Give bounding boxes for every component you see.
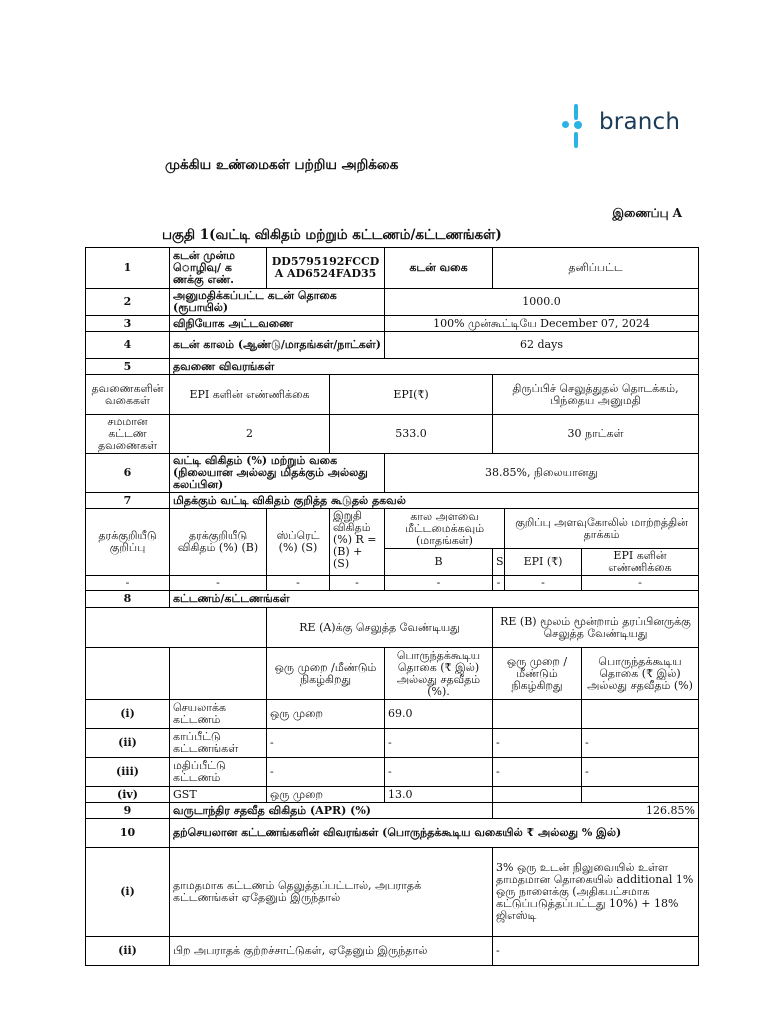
epi-count: 2 xyxy=(170,415,330,454)
table-cell xyxy=(170,648,267,700)
loan-type-value: தனிப்பட்ட xyxy=(493,248,699,289)
row-label: அனுமதிக்கப்பட்ட கடன் தொகை (ரூபாயில்) xyxy=(170,289,385,316)
table-cell xyxy=(493,787,582,803)
row-number: 1 xyxy=(86,248,170,289)
column-header: S xyxy=(493,549,505,576)
table-cell: - xyxy=(582,729,699,758)
part-heading: பகுதி 1(வட்டி விகிதம் மற்றும் கட்டணம்/கட்டணங்கள்) xyxy=(162,227,502,243)
column-header: கால அளவை மீட்டமைக்கவும் (மாதங்கள்) xyxy=(385,509,505,549)
column-header: தரக்குறியீடு விகிதம் (%) (B) xyxy=(170,509,267,576)
table-cell: - xyxy=(267,576,330,591)
row-number: 2 xyxy=(86,289,170,316)
row-number: 7 xyxy=(86,493,170,509)
table-row xyxy=(86,700,699,729)
column-header: பொருந்தக்கூடிய தொகை (₹ இல்) அல்லது சதவீதம் (%). xyxy=(385,648,493,700)
column-header: ஒரு முறை /மீண்டும் நிகழ்கிறது xyxy=(267,648,385,700)
table-row xyxy=(86,608,699,648)
column-header: திருப்பிச் செலுத்துதல் தொடக்கம், பிந்தைய அனுமதி xyxy=(493,375,699,415)
row-label: செயலாக்க கட்டணம் xyxy=(170,700,267,729)
sanctioned-amount: 1000.0 xyxy=(385,289,699,316)
table-cell xyxy=(582,787,699,803)
column-header: RE (B) மூலம் மூன்றாம் தரப்பினருக்கு செலுத்த வேண்டியது xyxy=(493,608,699,648)
row-number: (ii) xyxy=(86,937,170,966)
table-cell: - xyxy=(170,576,267,591)
table-row xyxy=(86,648,699,700)
row-number: (i) xyxy=(86,700,170,729)
row-label: மதிப்பீட்டு கட்டணம் xyxy=(170,758,267,787)
table-row xyxy=(86,937,699,966)
row-label: பிற அபராதக் குற்றச்சாட்டுகள், ஏதேனும் இருந்தால் xyxy=(170,937,493,966)
column-header: தரக்குறியீடு குறிப்பு xyxy=(86,509,170,576)
row-number: 8 xyxy=(86,591,170,608)
column-header: தவணைகளின் வகைகள் xyxy=(86,375,170,415)
table-row xyxy=(86,289,699,316)
logo-bar-icon xyxy=(574,104,578,120)
table-cell: - xyxy=(493,576,505,591)
row-number: (iii) xyxy=(86,758,170,787)
table-cell xyxy=(493,700,582,729)
column-header: இறுதி விகிதம் (%) R = (B) + (S) xyxy=(330,509,385,576)
table-row xyxy=(86,576,699,591)
table-row xyxy=(86,316,699,332)
facts-table xyxy=(85,247,699,966)
row-number: 3 xyxy=(86,316,170,332)
column-header: EPI(₹) xyxy=(330,375,493,415)
table-cell: - xyxy=(582,576,699,591)
column-header: பொருந்தக்கூடிய தொகை (₹ இல்) அல்லது சதவீதம் (%) xyxy=(582,648,699,700)
page-title: முக்கிய உண்மைகள் பற்றிய அறிக்கை xyxy=(165,157,399,173)
row-label: கடன் முன்ம ொழிவு/ க ணக்கு எண். xyxy=(170,248,267,289)
table-row xyxy=(86,819,699,848)
table-row xyxy=(86,415,699,454)
table-cell: - xyxy=(267,758,385,787)
table-cell: - xyxy=(582,758,699,787)
row-number: (i) xyxy=(86,848,170,937)
column-header: குறிப்பு அளவுகோலில் மாற்றத்தின் தாக்கம் xyxy=(505,509,699,549)
row-label: வருடாந்திர சதவீத விகிதம் (APR) (%) xyxy=(170,803,493,819)
logo-dot-icon xyxy=(574,121,582,129)
row-label: மிதக்கும் வட்டி விகிதம் குறித்த கூடுதல் தகவல் xyxy=(170,493,699,509)
table-cell: - xyxy=(493,729,582,758)
branch-logo xyxy=(562,104,692,148)
row-label: கடன் காலம் (ஆண்டு/மாதங்கள்/நாட்கள்) xyxy=(170,332,385,359)
column-header: EPI (₹) xyxy=(505,549,582,576)
row-label: வட்டி விகிதம் (%) மற்றும் வகை (நிலையான அல்லது மிதக்கும் அல்லது கலப்பின) xyxy=(170,454,385,493)
table-row xyxy=(86,454,699,493)
row-label: தற்செயலான கட்டணங்களின் விவரங்கள் (பொருந்தக்கூடிய வகையில் ₹ அல்லது % இல்) xyxy=(170,819,699,848)
repayment-start: 30 நாட்கள் xyxy=(493,415,699,454)
table-cell xyxy=(86,648,170,700)
table-row xyxy=(86,729,699,758)
table-row xyxy=(86,509,699,549)
table-cell xyxy=(86,608,267,648)
table-cell: 69.0 xyxy=(385,700,493,729)
table-cell: 13.0 xyxy=(385,787,493,803)
table-cell: ஒரு முறை xyxy=(267,700,385,729)
row-number: (ii) xyxy=(86,729,170,758)
table-row xyxy=(86,359,699,375)
row-number: 9 xyxy=(86,803,170,819)
logo-bar-icon xyxy=(574,132,578,148)
column-header: EPI களின் எண்ணிக்கை xyxy=(582,549,699,576)
row-number: (iv) xyxy=(86,787,170,803)
late-payment-charge: 3% ஒரு உடன் நிலுவையில் உள்ள தாமதமான தொகையில் additional 1% ஒரு நாளைக்கு (அதிகபட்சமாக கட்டுப்படுத்தப்பட்டது 10%) + 18% ஜிஎஸ்டி xyxy=(493,848,699,937)
row-label: கட்டணம்/கட்டணங்கள் xyxy=(170,591,699,608)
annex-label: இணைப்பு A xyxy=(612,206,682,220)
row-label: காப்பீட்டு கட்டணங்கள் xyxy=(170,729,267,758)
loan-term: 62 days xyxy=(385,332,699,359)
table-row xyxy=(86,375,699,415)
row-label: GST xyxy=(170,787,267,803)
table-cell: - xyxy=(330,576,385,591)
table-cell: - xyxy=(385,758,493,787)
column-header: B xyxy=(385,549,493,576)
table-row xyxy=(86,758,699,787)
loan-account-number: DD5795192FCCDA AD6524FAD35 xyxy=(267,248,385,289)
column-header: EPI களின் எண்ணிக்கை xyxy=(170,375,330,415)
table-row xyxy=(86,332,699,359)
row-number: 6 xyxy=(86,454,170,493)
table-row xyxy=(86,787,699,803)
table-row xyxy=(86,848,699,937)
apr-value: 126.85% xyxy=(493,803,699,819)
column-header: ஒரு முறை /மீண்டும் நிகழ்கிறது xyxy=(493,648,582,700)
column-header: RE (A)க்கு செலுத்த வேண்டியது xyxy=(267,608,493,648)
other-penal-charges: - xyxy=(493,937,699,966)
epi-amount: 533.0 xyxy=(330,415,493,454)
disbursal-schedule: 100% முன்கூட்டியே December 07, 2024 xyxy=(385,316,699,332)
table-cell: - xyxy=(493,758,582,787)
row-label: தாமதமாக கட்டணம் தெலுத்தப்பட்டால், அபராதக் கட்டணங்கள் ஏதேனும் இருந்தால் xyxy=(170,848,493,937)
table-row xyxy=(86,591,699,608)
interest-rate: 38.85%, நிலையானது xyxy=(385,454,699,493)
table-cell: - xyxy=(385,576,493,591)
table-cell: - xyxy=(86,576,170,591)
logo-text: branch xyxy=(599,109,681,135)
row-number: 5 xyxy=(86,359,170,375)
table-row xyxy=(86,803,699,819)
row-label: விநியோக அட்டவணை xyxy=(170,316,385,332)
row-label: தவணை விவரங்கள் xyxy=(170,359,699,375)
table-cell xyxy=(582,700,699,729)
table-row xyxy=(86,493,699,509)
loan-type-label: கடன் வகை xyxy=(385,248,493,289)
table-cell: - xyxy=(267,729,385,758)
row-number: 4 xyxy=(86,332,170,359)
table-row xyxy=(86,248,699,289)
row-number: 10 xyxy=(86,819,170,848)
logo-dot-icon xyxy=(562,121,569,128)
table-cell: - xyxy=(385,729,493,758)
column-header: ஸ்ப்ரெட் (%) (S) xyxy=(267,509,330,576)
installment-type: சமமான கட்டண தவணைகள் xyxy=(86,415,170,454)
table-cell: - xyxy=(505,576,582,591)
table-cell: ஒரு முறை xyxy=(267,787,385,803)
